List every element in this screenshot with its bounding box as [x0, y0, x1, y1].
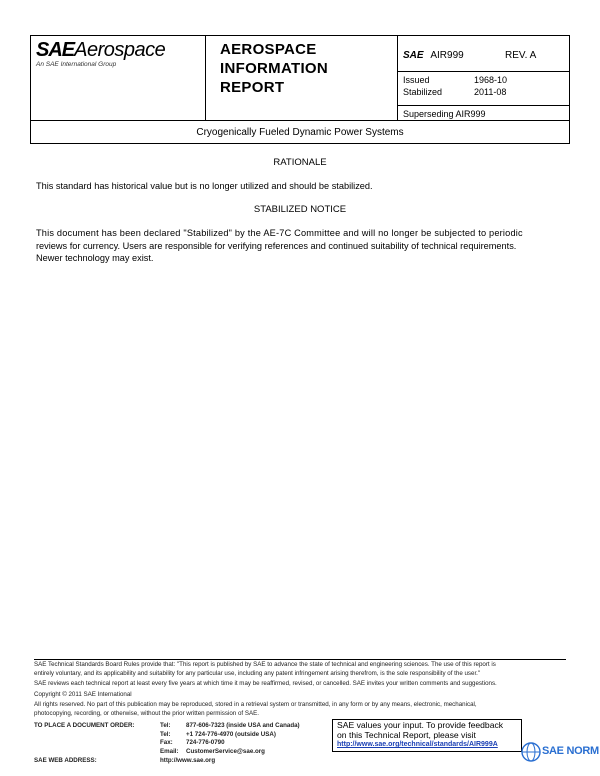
header-divider-right [397, 35, 398, 120]
watermark-text: SAE NORM [542, 745, 599, 757]
issued-value: 1968-10 [474, 75, 508, 85]
doc-number: AIR999 [430, 50, 464, 61]
footer-rule [34, 659, 566, 660]
feedback-link[interactable]: http://www.sae.org/technical/standards/AIR999A [337, 741, 498, 748]
contact-value: 877-606-7323 (inside USA and Canada) [186, 722, 300, 729]
web-label: SAE WEB ADDRESS: [34, 757, 97, 764]
feedback-line-2: on this Technical Report, please visit [337, 729, 476, 740]
rationale-heading: RATIONALE [273, 157, 327, 168]
footer-rules [34, 661, 568, 719]
header-divider-row1 [397, 71, 570, 72]
footer-copyright: Copyright © 2011 SAE International [34, 690, 132, 698]
footer-rules-line-2: entirely voluntary, and its applicability and suitability for any particular use, including any patent infringement arising therefrom, is the sole responsibility of the user." [34, 669, 481, 677]
notice-line-2: reviews for currency. Users are responsible for verifying references and continued suitability of technical requirements. [36, 240, 517, 251]
contact-label: Tel: [160, 722, 171, 729]
contact-list [160, 722, 300, 756]
revision: REV. A [505, 50, 537, 61]
sae-aerospace-logo [36, 39, 165, 62]
contact-label: Fax: [160, 739, 173, 747]
contact-row [160, 739, 300, 748]
notice-line-1: This document has been declared "Stabilized" by the AE-7C Committee and will no longer be subjected to periodic [36, 228, 523, 238]
document-title: Cryogenically Fueled Dynamic Power Systems [196, 127, 404, 138]
superseding: Superseding AIR999 [403, 109, 486, 119]
footer-rules-line-1: SAE Technical Standards Board Rules provide that: "This report is published by SAE to advance the state of technical and engineering sciences. The use of this report is [34, 661, 496, 668]
contact-row [160, 731, 300, 740]
web-address-link[interactable]: http://www.sae.org [160, 757, 216, 764]
sae-norm-watermark [520, 741, 599, 767]
header-divider-left [205, 35, 206, 120]
footer-rights-line-1: All rights reserved. No part of this publication may be reproduced, stored in a retrieval system or transmitted, in any form or by any means, electronic, mechanical, [34, 701, 477, 709]
contact-value: +1 724-776-4970 (outside USA) [186, 730, 276, 738]
logo-tagline: An SAE International Group [36, 61, 117, 68]
title-line-2: INFORMATION [220, 60, 329, 77]
stabilized-notice-heading: STABILIZED NOTICE [253, 204, 347, 215]
contact-row [160, 748, 300, 757]
rationale-text: This standard has historical value but is no longer utilized and should be stabilized. [36, 181, 373, 191]
stabilized-value: 2011-08 [474, 87, 507, 97]
contact-label: Email: [160, 747, 179, 755]
contact-email[interactable]: CustomerService@sae.org [186, 747, 265, 755]
footer-rights-line-2: photocopying, recording, or otherwise, without the prior written permission of SAE. [34, 709, 259, 717]
stabilized-label: Stabilized [403, 87, 443, 97]
logo-name: Aerospace [74, 39, 166, 61]
doc-brand: SAE [403, 50, 424, 61]
header-divider-main [30, 120, 570, 121]
doc-number-row [403, 50, 464, 61]
logo-brand: SAE [36, 39, 75, 61]
order-label: TO PLACE A DOCUMENT ORDER: [34, 722, 135, 729]
footer-review: SAE reviews each technical report at least every five years at which time it may be reaffirmed, revised, or cancelled. SAE invites your written comments and suggestions. [34, 680, 497, 688]
contact-label: Tel: [160, 730, 171, 738]
contact-row [160, 722, 300, 731]
globe-icon [520, 741, 542, 763]
header-divider-row2 [397, 105, 570, 106]
title-line-3: REPORT [220, 79, 285, 96]
report-type-title [220, 40, 328, 97]
stabilized-notice-text [36, 227, 564, 265]
feedback-line-1: SAE values your input. To provide feedback [337, 720, 504, 730]
contact-value: 724-776-0790 [186, 739, 225, 747]
title-line-1: AEROSPACE [220, 41, 317, 58]
issued-label: Issued [403, 75, 430, 85]
feedback-box [332, 719, 522, 752]
notice-line-3: Newer technology may exist. [36, 253, 154, 263]
